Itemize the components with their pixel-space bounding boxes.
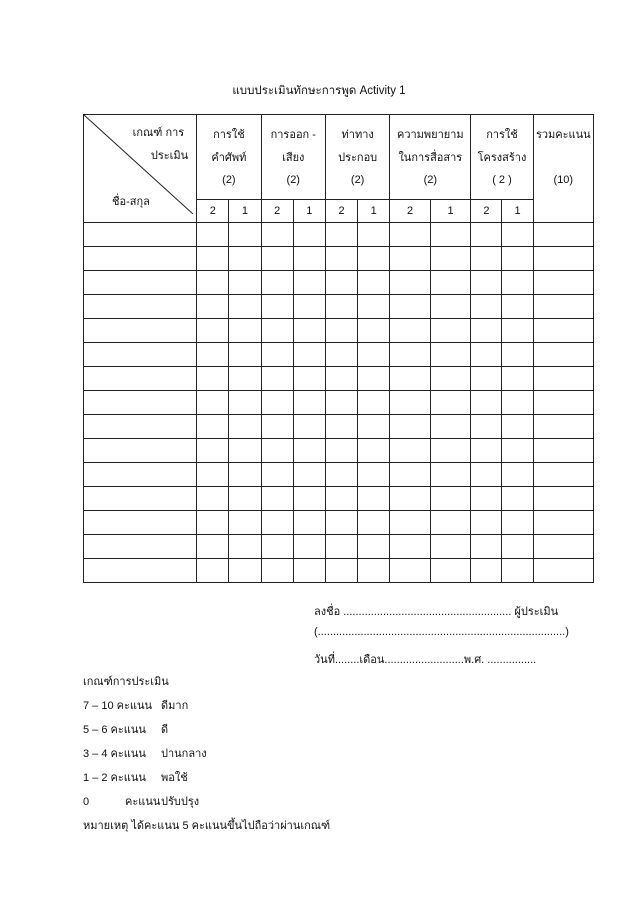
- point-cell: 2: [261, 200, 293, 223]
- score-cell[interactable]: [197, 463, 229, 487]
- score-cell[interactable]: [358, 463, 390, 487]
- header-structure: การใช้ โครงสร้าง ( 2 ): [471, 115, 533, 200]
- score-cell[interactable]: [293, 415, 325, 439]
- header-pronunciation: การออก - เสียง (2): [261, 115, 325, 200]
- score-cell[interactable]: [533, 271, 593, 295]
- score-cell[interactable]: [502, 487, 533, 511]
- score-cell[interactable]: [430, 535, 471, 559]
- score-cell[interactable]: [197, 391, 229, 415]
- score-cell[interactable]: [533, 247, 593, 271]
- table-row: [84, 343, 594, 367]
- score-cell[interactable]: [390, 439, 431, 463]
- table-row: [84, 367, 594, 391]
- score-cell[interactable]: [293, 271, 325, 295]
- score-cell[interactable]: [390, 559, 431, 583]
- criteria-item: 3 – 4 คะแนน ปานกลาง: [83, 748, 207, 760]
- table-row: [84, 511, 594, 535]
- criteria-item: 5 – 6 คะแนน ดี: [83, 724, 169, 736]
- score-cell[interactable]: [261, 487, 293, 511]
- score-cell[interactable]: [358, 367, 390, 391]
- score-cell[interactable]: [358, 415, 390, 439]
- score-cell[interactable]: [430, 415, 471, 439]
- score-cell[interactable]: [358, 343, 390, 367]
- score-cell[interactable]: [471, 463, 502, 487]
- point-cell: 2: [197, 200, 229, 223]
- score-cell[interactable]: [471, 295, 502, 319]
- score-cell[interactable]: [197, 439, 229, 463]
- score-cell[interactable]: [261, 343, 293, 367]
- score-cell[interactable]: [197, 271, 229, 295]
- score-cell[interactable]: [325, 511, 357, 535]
- score-cell[interactable]: [390, 343, 431, 367]
- table-row: [84, 271, 594, 295]
- score-cell[interactable]: [325, 535, 357, 559]
- student-name-cell[interactable]: [84, 415, 197, 439]
- criteria-item: 7 – 10 คะแนน ดีมาก: [83, 700, 189, 712]
- score-cell[interactable]: [293, 295, 325, 319]
- header-gesture: ท่าทาง ประกอบ (2): [325, 115, 389, 200]
- table-row: [84, 415, 594, 439]
- table-row: [84, 391, 594, 415]
- score-cell[interactable]: [502, 511, 533, 535]
- point-cell: 1: [229, 200, 261, 223]
- score-cell[interactable]: [430, 511, 471, 535]
- score-cell[interactable]: [261, 391, 293, 415]
- criteria-heading: เกณฑ์การประเมิน: [83, 676, 169, 688]
- score-cell[interactable]: [229, 295, 261, 319]
- score-cell[interactable]: [430, 271, 471, 295]
- signature-line: ลงชื่อ ....................................................... ผู้ประเมิน: [314, 606, 559, 618]
- score-cell[interactable]: [229, 223, 261, 247]
- score-cell[interactable]: [471, 247, 502, 271]
- score-cell[interactable]: [502, 535, 533, 559]
- score-cell[interactable]: [325, 223, 357, 247]
- score-cell[interactable]: [229, 343, 261, 367]
- score-cell[interactable]: [390, 223, 431, 247]
- score-cell[interactable]: [261, 559, 293, 583]
- score-cell[interactable]: [502, 391, 533, 415]
- score-cell[interactable]: [430, 439, 471, 463]
- score-cell[interactable]: [261, 463, 293, 487]
- score-cell[interactable]: [293, 487, 325, 511]
- score-cell[interactable]: [197, 223, 229, 247]
- score-cell[interactable]: [471, 415, 502, 439]
- score-cell[interactable]: [390, 463, 431, 487]
- student-name-cell[interactable]: [84, 535, 197, 559]
- score-cell[interactable]: [430, 391, 471, 415]
- score-cell[interactable]: [430, 319, 471, 343]
- score-cell[interactable]: [471, 487, 502, 511]
- criteria-item: 1 – 2 คะแนน พอใช้: [83, 772, 188, 784]
- score-cell[interactable]: [533, 511, 593, 535]
- student-name-cell[interactable]: [84, 223, 197, 247]
- score-cell[interactable]: [261, 511, 293, 535]
- point-cell: 2: [390, 200, 431, 223]
- score-cell[interactable]: [197, 295, 229, 319]
- score-cell[interactable]: [293, 247, 325, 271]
- score-cell[interactable]: [430, 487, 471, 511]
- score-cell[interactable]: [358, 439, 390, 463]
- score-cell[interactable]: [430, 247, 471, 271]
- score-cell[interactable]: [325, 343, 357, 367]
- score-cell[interactable]: [358, 247, 390, 271]
- score-cell[interactable]: [430, 295, 471, 319]
- score-cell[interactable]: [390, 415, 431, 439]
- score-cell[interactable]: [430, 559, 471, 583]
- score-cell[interactable]: [390, 391, 431, 415]
- corner-criteria-label: เกณฑ์ การ: [132, 127, 185, 139]
- score-cell[interactable]: [471, 319, 502, 343]
- score-cell[interactable]: [471, 535, 502, 559]
- score-cell[interactable]: [325, 391, 357, 415]
- score-cell[interactable]: [293, 535, 325, 559]
- score-cell[interactable]: [293, 511, 325, 535]
- corner-name-label: ชื่อ-สกุล: [112, 196, 150, 208]
- score-cell[interactable]: [502, 247, 533, 271]
- score-cell[interactable]: [430, 463, 471, 487]
- score-cell[interactable]: [533, 463, 593, 487]
- score-cell[interactable]: [325, 463, 357, 487]
- score-cell[interactable]: [533, 535, 593, 559]
- score-cell[interactable]: [358, 559, 390, 583]
- score-cell[interactable]: [471, 223, 502, 247]
- student-name-cell[interactable]: [84, 559, 197, 583]
- point-cell: 1: [502, 200, 533, 223]
- score-cell[interactable]: [502, 319, 533, 343]
- score-cell[interactable]: [325, 271, 357, 295]
- score-cell[interactable]: [261, 319, 293, 343]
- score-cell[interactable]: [197, 415, 229, 439]
- score-cell[interactable]: [502, 415, 533, 439]
- score-cell[interactable]: [261, 535, 293, 559]
- table-row: [84, 223, 594, 247]
- student-name-cell[interactable]: [84, 511, 197, 535]
- score-cell[interactable]: [358, 511, 390, 535]
- student-name-cell[interactable]: [84, 367, 197, 391]
- score-cell[interactable]: [197, 487, 229, 511]
- score-cell[interactable]: [229, 367, 261, 391]
- score-cell[interactable]: [293, 223, 325, 247]
- score-cell[interactable]: [533, 559, 593, 583]
- score-cell[interactable]: [533, 487, 593, 511]
- corner-assess-label: ประเมิน: [150, 150, 189, 162]
- student-name-cell[interactable]: [84, 271, 197, 295]
- score-cell[interactable]: [229, 439, 261, 463]
- score-cell[interactable]: [471, 439, 502, 463]
- score-cell[interactable]: [471, 367, 502, 391]
- score-cell[interactable]: [197, 367, 229, 391]
- score-cell[interactable]: [430, 223, 471, 247]
- score-cell[interactable]: [229, 391, 261, 415]
- score-cell[interactable]: [261, 271, 293, 295]
- student-name-cell[interactable]: [84, 319, 197, 343]
- criteria-note: หมายเหตุ ได้คะแนน 5 คะแนนขึ้นไปถือว่าผ่านเกณฑ์: [83, 820, 331, 832]
- student-name-cell[interactable]: [84, 247, 197, 271]
- score-cell[interactable]: [533, 367, 593, 391]
- student-name-cell[interactable]: [84, 439, 197, 463]
- score-cell[interactable]: [390, 319, 431, 343]
- table-row: [84, 535, 594, 559]
- score-cell[interactable]: [533, 391, 593, 415]
- score-cell[interactable]: [430, 343, 471, 367]
- score-cell[interactable]: [293, 463, 325, 487]
- score-cell[interactable]: [533, 439, 593, 463]
- score-cell[interactable]: [325, 415, 357, 439]
- table-row: [84, 319, 594, 343]
- score-cell[interactable]: [502, 463, 533, 487]
- table-row: [84, 463, 594, 487]
- score-cell[interactable]: [325, 559, 357, 583]
- score-cell[interactable]: [471, 511, 502, 535]
- score-cell[interactable]: [261, 247, 293, 271]
- score-cell[interactable]: [390, 295, 431, 319]
- table-row: [84, 295, 594, 319]
- score-cell[interactable]: [197, 559, 229, 583]
- score-cell[interactable]: [229, 271, 261, 295]
- score-cell[interactable]: [358, 391, 390, 415]
- date-line: วันที่........เดือน..........................พ.ศ. ................: [314, 654, 537, 666]
- point-cell: 1: [293, 200, 325, 223]
- score-cell[interactable]: [261, 415, 293, 439]
- score-cell[interactable]: [502, 439, 533, 463]
- score-cell[interactable]: [229, 463, 261, 487]
- score-cell[interactable]: [358, 223, 390, 247]
- score-cell[interactable]: [358, 487, 390, 511]
- assessment-table: [83, 114, 594, 583]
- score-cell[interactable]: [229, 535, 261, 559]
- point-cell: 1: [430, 200, 471, 223]
- score-cell[interactable]: [229, 559, 261, 583]
- student-name-cell[interactable]: [84, 343, 197, 367]
- student-name-cell[interactable]: [84, 463, 197, 487]
- score-cell[interactable]: [533, 223, 593, 247]
- score-cell[interactable]: [229, 247, 261, 271]
- score-cell[interactable]: [197, 247, 229, 271]
- score-cell[interactable]: [293, 367, 325, 391]
- table-row: [84, 247, 594, 271]
- score-cell[interactable]: [533, 295, 593, 319]
- table-row: [84, 487, 594, 511]
- score-cell[interactable]: [502, 367, 533, 391]
- score-cell[interactable]: [390, 535, 431, 559]
- score-cell[interactable]: [358, 295, 390, 319]
- corner-header-cell: [84, 115, 197, 223]
- score-cell[interactable]: [471, 343, 502, 367]
- score-cell[interactable]: [293, 319, 325, 343]
- score-cell[interactable]: [293, 559, 325, 583]
- score-cell[interactable]: [197, 319, 229, 343]
- score-cell[interactable]: [471, 559, 502, 583]
- score-cell[interactable]: [229, 319, 261, 343]
- score-cell[interactable]: [197, 511, 229, 535]
- score-cell[interactable]: [293, 391, 325, 415]
- score-cell[interactable]: [502, 295, 533, 319]
- score-cell[interactable]: [502, 343, 533, 367]
- table-row: [84, 559, 594, 583]
- score-cell[interactable]: [293, 343, 325, 367]
- score-cell[interactable]: [261, 367, 293, 391]
- score-cell[interactable]: [197, 535, 229, 559]
- score-cell[interactable]: [533, 415, 593, 439]
- score-cell[interactable]: [325, 295, 357, 319]
- score-cell[interactable]: [390, 511, 431, 535]
- score-cell[interactable]: [325, 367, 357, 391]
- score-cell[interactable]: [229, 487, 261, 511]
- criteria-item: 0 คะแนน ปรับปรุง: [83, 796, 200, 808]
- page-title: แบบประเมินทักษะการพูด Activity 1: [232, 85, 406, 97]
- score-cell[interactable]: [261, 295, 293, 319]
- score-cell[interactable]: [358, 319, 390, 343]
- score-cell[interactable]: [325, 439, 357, 463]
- score-cell[interactable]: [502, 559, 533, 583]
- point-cell: 2: [471, 200, 502, 223]
- score-cell[interactable]: [358, 271, 390, 295]
- score-cell[interactable]: [533, 343, 593, 367]
- score-cell[interactable]: [502, 271, 533, 295]
- header-total: รวมคะแนน (10): [533, 115, 593, 223]
- score-cell[interactable]: [390, 487, 431, 511]
- header-effort: ความพยายาม ในการสื่อสาร (2): [390, 115, 471, 200]
- score-cell[interactable]: [229, 415, 261, 439]
- score-cell[interactable]: [471, 391, 502, 415]
- score-cell[interactable]: [325, 487, 357, 511]
- score-cell[interactable]: [293, 439, 325, 463]
- score-cell[interactable]: [430, 367, 471, 391]
- score-cell[interactable]: [197, 343, 229, 367]
- score-cell[interactable]: [325, 319, 357, 343]
- score-cell[interactable]: [358, 535, 390, 559]
- header-vocabulary: การใช้ คำศัพท์ (2): [197, 115, 261, 200]
- point-cell: 2: [325, 200, 357, 223]
- student-name-cell[interactable]: [84, 295, 197, 319]
- score-cell[interactable]: [261, 439, 293, 463]
- score-cell[interactable]: [533, 319, 593, 343]
- evaluator-name-line: (.................................................................................): [314, 626, 569, 638]
- score-cell[interactable]: [325, 247, 357, 271]
- score-cell[interactable]: [229, 511, 261, 535]
- student-name-cell[interactable]: [84, 391, 197, 415]
- student-name-cell[interactable]: [84, 487, 197, 511]
- score-cell[interactable]: [261, 223, 293, 247]
- score-cell[interactable]: [390, 367, 431, 391]
- score-cell[interactable]: [390, 271, 431, 295]
- table-row: [84, 439, 594, 463]
- score-cell[interactable]: [390, 247, 431, 271]
- score-cell[interactable]: [471, 271, 502, 295]
- score-cell[interactable]: [502, 223, 533, 247]
- point-cell: 1: [358, 200, 390, 223]
